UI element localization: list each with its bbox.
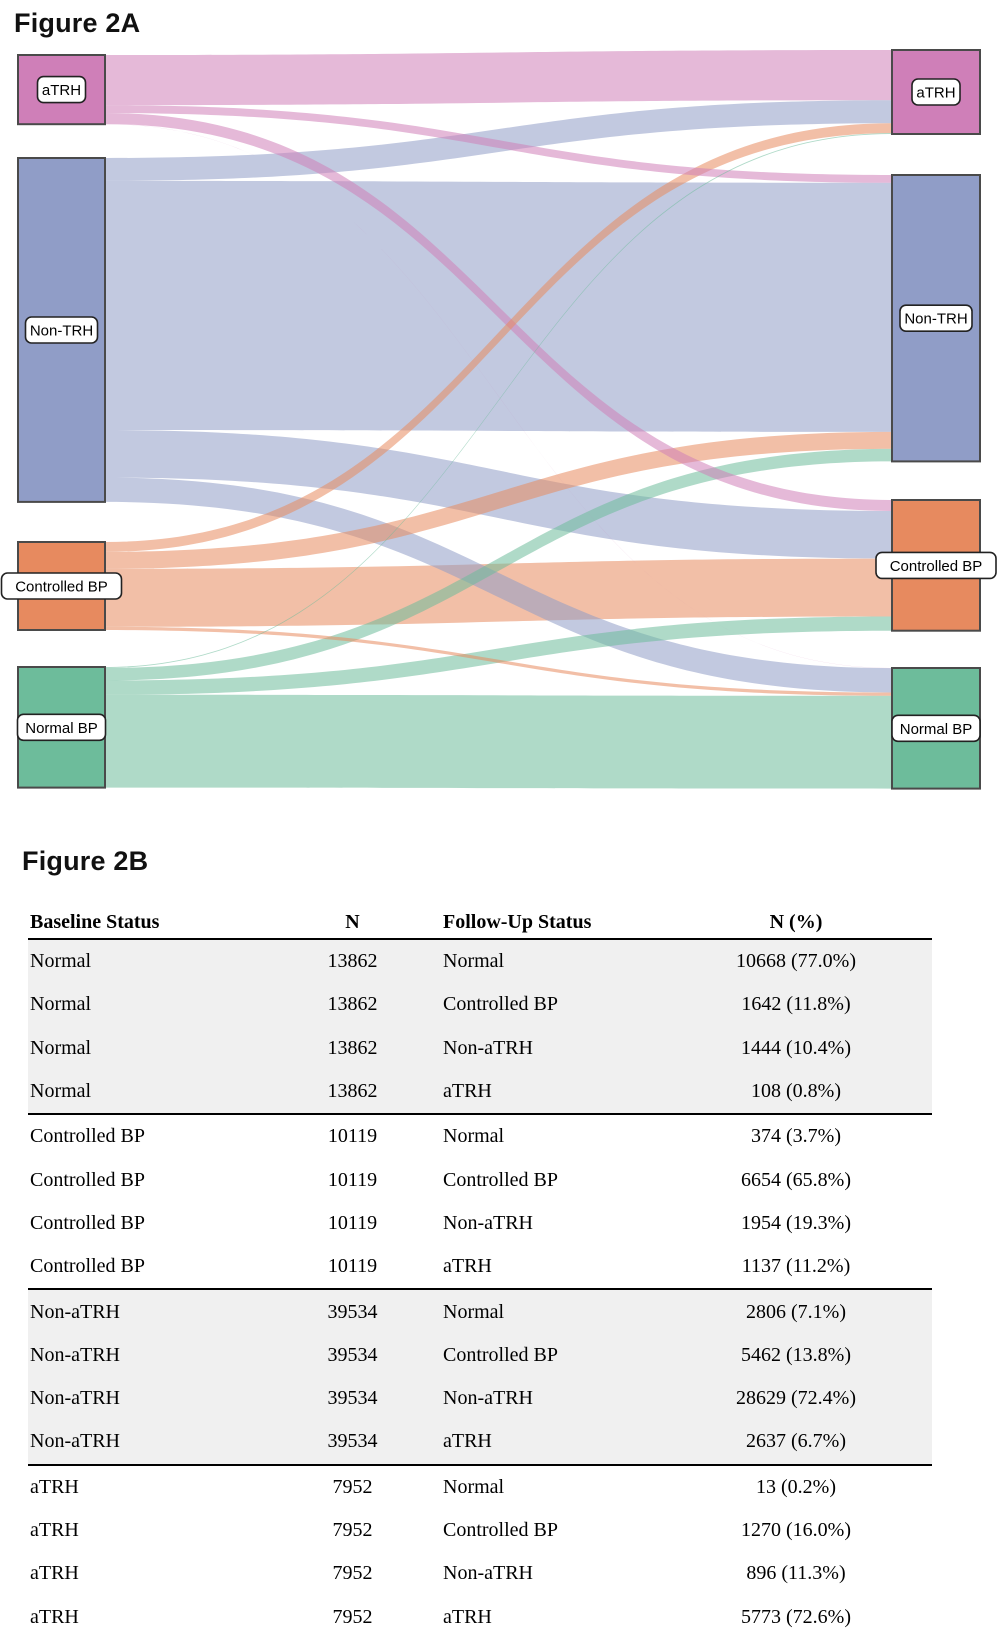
table-row: [28, 1420, 932, 1464]
table-row: [28, 983, 932, 1026]
figure-2a-title: Figure 2A: [14, 8, 141, 38]
col-header-n-pct: N (%): [660, 903, 932, 939]
cell-followup: aTRH: [435, 1245, 660, 1289]
cell-followup: Non-aTRH: [443, 1387, 533, 1410]
sankey-node-label-Controlled-BP-right: Controlled BP: [889, 557, 983, 575]
cell-n_pct: 1954 (19.3%): [741, 1211, 851, 1234]
table-row: [28, 1114, 932, 1158]
table-row: [28, 1465, 932, 1509]
cell-n_pct: 5773 (72.6%): [741, 1605, 851, 1628]
sankey-node-label-Controlled-BP-left: Controlled BP: [15, 578, 108, 596]
sankey-node-label-Non-TRH-left: Non-TRH: [29, 322, 94, 340]
cell-baseline: Non-aTRH: [30, 1300, 120, 1323]
figure-2b-title: Figure 2B: [22, 846, 149, 876]
cell-followup: aTRH: [435, 1070, 660, 1114]
cell-baseline: Normal: [28, 1070, 270, 1114]
cell-baseline: Normal: [30, 993, 92, 1016]
table-row: [28, 1595, 932, 1638]
table-row: [28, 1334, 932, 1377]
cell-followup: Normal: [443, 1475, 505, 1498]
table-row: [28, 939, 932, 983]
cell-n_pct: 896 (11.3%): [746, 1562, 846, 1585]
sankey-node-label-aTRH-left: aTRH: [41, 82, 82, 100]
sankey-node-label-Normal-BP-right: Normal BP: [899, 720, 973, 738]
sankey-diagram: [0, 0, 1000, 800]
cell-n: 39534: [327, 1343, 378, 1366]
table-row: [28, 1289, 932, 1333]
cell-followup: Non-aTRH: [443, 1211, 533, 1234]
col-header-followup-status: Follow-Up Status: [435, 903, 660, 939]
cell-n: 10119: [327, 1168, 378, 1191]
table-row: [28, 1202, 932, 1245]
cell-baseline: Controlled BP: [30, 1125, 146, 1148]
cell-n: 13862: [270, 1070, 435, 1114]
cell-followup: Controlled BP: [443, 1519, 559, 1541]
table-row: [28, 1245, 932, 1289]
cell-n: 13862: [327, 993, 378, 1016]
cell-baseline: aTRH: [30, 1475, 79, 1498]
sankey-link-Non-TRH-to-Non-TRH: [105, 181, 892, 432]
cell-n: 39534: [327, 1387, 378, 1410]
transition-table-wrap: [28, 903, 932, 1639]
cell-followup: aTRH: [435, 1420, 660, 1464]
cell-followup: Controlled BP: [443, 993, 559, 1016]
cell-n_pct: 1137 (11.2%): [660, 1245, 932, 1289]
sankey-node-label-Non-TRH-right: Non-TRH: [904, 310, 968, 328]
cell-baseline: aTRH: [30, 1605, 79, 1628]
cell-baseline: Non-aTRH: [30, 1343, 120, 1366]
cell-n_pct: 1642 (11.8%): [741, 993, 851, 1016]
cell-n_pct: 2806 (7.1%): [746, 1300, 846, 1323]
cell-n_pct: 6654 (65.8%): [741, 1168, 851, 1191]
cell-n: 7952: [332, 1519, 373, 1541]
cell-followup: Non-aTRH: [443, 1036, 533, 1059]
cell-baseline: Controlled BP: [30, 1211, 146, 1234]
cell-followup: Normal: [443, 1300, 505, 1323]
cell-n: 10119: [327, 1211, 378, 1234]
cell-followup: Controlled BP: [443, 1343, 559, 1366]
cell-baseline: Non-aTRH: [28, 1420, 270, 1464]
cell-baseline: aTRH: [30, 1519, 79, 1541]
cell-n: 7952: [332, 1475, 373, 1498]
sankey-link-Normal-BP-to-Normal-BP: [105, 695, 892, 789]
table-row: [28, 1027, 932, 1070]
cell-n: 39534: [270, 1420, 435, 1464]
cell-baseline: Normal: [30, 950, 92, 973]
cell-n_pct: 108 (0.8%): [660, 1070, 932, 1114]
sankey-node-label-aTRH-right: aTRH: [916, 84, 956, 102]
col-header-n: N: [270, 903, 435, 939]
table-row: [28, 1509, 932, 1552]
cell-baseline: Normal: [30, 1036, 92, 1059]
cell-baseline: aTRH: [30, 1562, 79, 1585]
cell-n: 10119: [327, 1125, 378, 1148]
cell-followup: Normal: [443, 950, 505, 973]
cell-n: 13862: [327, 1036, 378, 1059]
col-header-baseline-status: Baseline Status: [28, 903, 270, 939]
sankey-node-label-Normal-BP-left: Normal BP: [25, 719, 98, 737]
cell-n_pct: 5462 (13.8%): [741, 1343, 851, 1366]
table-row: [28, 1377, 932, 1420]
cell-n_pct: 10668 (77.0%): [736, 950, 856, 973]
cell-followup: Controlled BP: [443, 1168, 559, 1191]
table-row: [28, 1070, 932, 1114]
cell-n_pct: 2637 (6.7%): [660, 1420, 932, 1464]
cell-followup: Normal: [443, 1125, 505, 1148]
table-header-row: [28, 903, 932, 939]
cell-n: 7952: [332, 1605, 373, 1628]
cell-n_pct: 13 (0.2%): [756, 1475, 836, 1498]
cell-n: 10119: [270, 1245, 435, 1289]
cell-baseline: Non-aTRH: [30, 1387, 120, 1410]
table-row: [28, 1158, 932, 1201]
transition-table: [28, 903, 932, 1639]
cell-n: 39534: [327, 1300, 378, 1323]
cell-n_pct: 374 (3.7%): [751, 1125, 841, 1148]
cell-n_pct: 1444 (10.4%): [741, 1036, 851, 1059]
cell-followup: Non-aTRH: [443, 1562, 533, 1585]
sankey-link-aTRH-to-aTRH: [105, 50, 892, 105]
cell-n_pct: 1270 (16.0%): [741, 1519, 851, 1541]
cell-baseline: Controlled BP: [28, 1245, 270, 1289]
cell-n_pct: 28629 (72.4%): [736, 1387, 856, 1410]
cell-n: 13862: [327, 950, 378, 973]
cell-followup: aTRH: [443, 1605, 492, 1628]
cell-baseline: Controlled BP: [30, 1168, 146, 1191]
cell-n: 7952: [332, 1562, 373, 1585]
table-row: [28, 1552, 932, 1595]
